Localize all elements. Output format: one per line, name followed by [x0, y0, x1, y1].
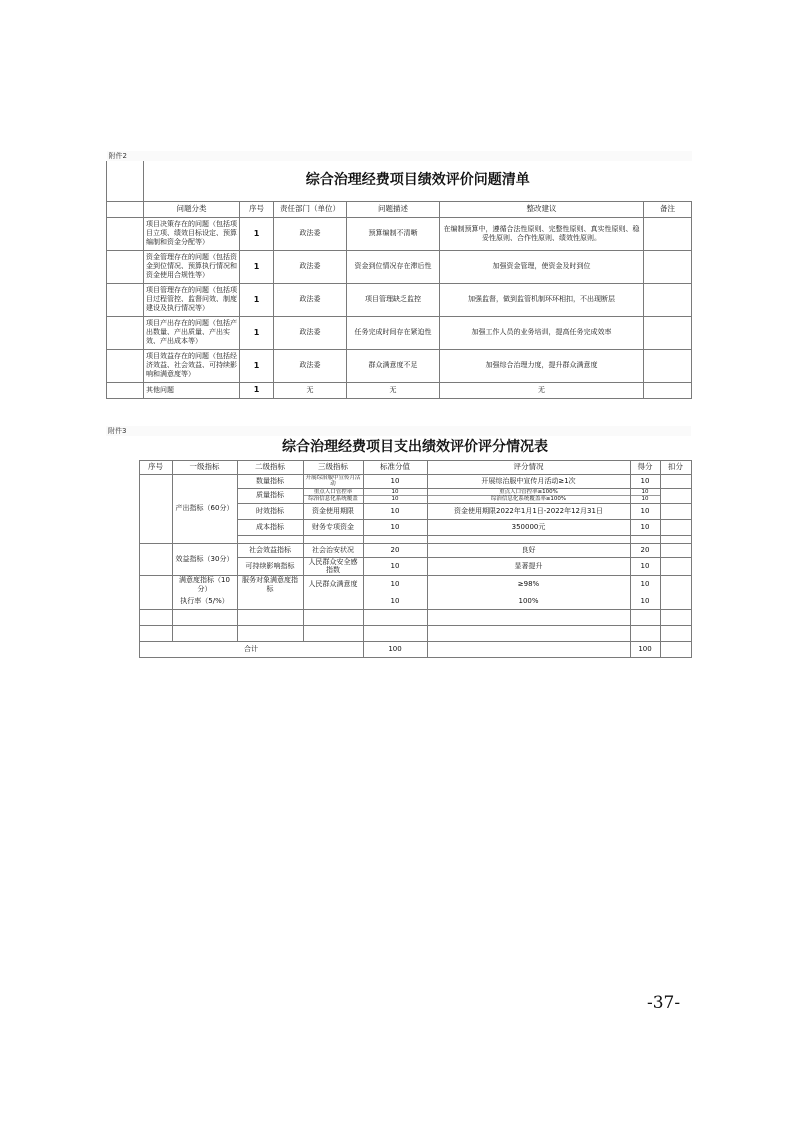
responsible-dept: 政法委 — [274, 316, 347, 349]
standard-score: 10 — [363, 576, 427, 594]
standard-score: 10 — [363, 594, 427, 610]
row-seq: 1 — [240, 349, 274, 382]
total-row — [106, 642, 691, 658]
col-header: 一级指标 — [172, 460, 237, 474]
table-row — [107, 250, 692, 283]
col-header: 标准分值 — [363, 460, 427, 474]
col-header: 序号 — [139, 460, 172, 474]
score: 20 — [630, 543, 660, 557]
level3-indicator: 开展综治服中宣传月活动 — [303, 474, 363, 488]
table-row — [107, 382, 692, 398]
score: 10 — [630, 503, 660, 519]
responsible-dept: 无 — [274, 382, 347, 398]
level1-indicator: 效益指标（30分） — [172, 543, 237, 576]
deduction — [660, 488, 691, 503]
table-row — [106, 594, 691, 610]
total-label: 合计 — [139, 642, 363, 658]
problem-list-sheet — [106, 151, 691, 399]
score: 10 — [630, 557, 660, 576]
table-row — [107, 316, 692, 349]
problem-category: 项目效益存在的问题（包括经济效益、社会效益、可持续影响和满意度等） — [144, 349, 240, 382]
row-seq: 1 — [240, 250, 274, 283]
score: 10 — [630, 519, 660, 535]
remark — [644, 250, 692, 283]
rectification-advice: 加强监督，做到监管机制环环相扣，不出现断层 — [440, 283, 644, 316]
level1-indicator: 产出指标（60分） — [172, 474, 237, 543]
level3-indicator — [303, 594, 363, 610]
problem-category: 项目决策存在的问题（包括项目立项、绩效目标设定、预算编制和资金分配等） — [144, 217, 240, 250]
standard-score: 10 — [363, 503, 427, 519]
total-standard-score: 100 — [363, 642, 427, 658]
table-row — [107, 217, 692, 250]
col-header: 二级指标 — [237, 460, 303, 474]
col-header: 问题分类 — [144, 201, 240, 217]
deduction — [660, 474, 691, 488]
rectification-advice: 在编制预算中，遵循合法性原则、完整性原则、真实性原则、稳妥性原则、合作性原则、绩效性原则。 — [440, 217, 644, 250]
level3-indicator: 人民群众安全感指数 — [303, 557, 363, 576]
table-row — [107, 283, 692, 316]
deduction — [660, 519, 691, 535]
row-seq: 1 — [240, 382, 274, 398]
evaluation: 350000元 — [427, 519, 630, 535]
level3-indicator: 资金使用期限 — [303, 503, 363, 519]
table-row — [106, 474, 691, 488]
level3-indicator: 社会治安状况 — [303, 543, 363, 557]
scoring-table — [106, 426, 692, 658]
col-header: 问题描述 — [347, 201, 440, 217]
score: 10 — [630, 594, 660, 610]
col-header: 扣分 — [660, 460, 691, 474]
level3-indicator: 综治信息化系统覆盖 — [308, 495, 358, 502]
problem-desc: 项目管理缺乏监控 — [347, 283, 440, 316]
row-seq — [139, 474, 172, 543]
col-header: 三级指标 — [303, 460, 363, 474]
rectification-advice: 加强资金管理，使资金及时到位 — [440, 250, 644, 283]
problem-list-table — [106, 151, 692, 399]
row-seq: 1 — [240, 316, 274, 349]
problem-category: 资金管理存在的问题（包括资金到位情况、预算执行情况和资金使用合规性等） — [144, 250, 240, 283]
evaluation: 显著提升 — [427, 557, 630, 576]
level3-indicator: 重点人口管控率 — [304, 489, 363, 496]
deduction — [660, 576, 691, 594]
total-score: 100 — [630, 642, 660, 658]
table-row — [107, 349, 692, 382]
responsible-dept: 政法委 — [274, 217, 347, 250]
level2-indicator: 时效指标 — [237, 503, 303, 519]
col-header: 得分 — [630, 460, 660, 474]
row-seq — [139, 576, 172, 610]
level3-indicator: 人民群众满意度 — [303, 576, 363, 594]
standard-score: 10 — [363, 519, 427, 535]
problem-desc: 预算编制不清晰 — [347, 217, 440, 250]
evaluation: 综治信息化系统覆盖率≥100% — [490, 495, 567, 502]
problem-desc: 任务完成时间存在紧迫性 — [347, 316, 440, 349]
standard-score: 10 — [363, 557, 427, 576]
problem-desc: 资金到位情况存在滞后性 — [347, 250, 440, 283]
deduction — [660, 557, 691, 576]
col-header: 备注 — [644, 201, 692, 217]
level2-indicator: 可持续影响指标 — [237, 557, 303, 576]
attachment-label: 附件2 — [107, 151, 692, 161]
problem-category: 其他问题 — [144, 382, 240, 398]
row-seq — [139, 543, 172, 576]
table-row — [106, 576, 691, 594]
score: 10 — [630, 576, 660, 594]
level1-indicator: 执行率（5/%） — [172, 594, 237, 610]
col-header: 序号 — [240, 201, 274, 217]
standard-score: 10 — [391, 495, 399, 502]
evaluation: 100% — [427, 594, 630, 610]
problem-category: 项目产出存在的问题（包括产出数量、产出质量、产出实效、产出成本等） — [144, 316, 240, 349]
table-header-row — [107, 201, 692, 217]
evaluation: 重点人口管控率≥100% — [428, 489, 630, 496]
table-row — [106, 543, 691, 557]
standard-score: 10 — [364, 489, 427, 496]
level2-indicator — [237, 594, 303, 610]
problem-desc: 群众满意度不足 — [347, 349, 440, 382]
responsible-dept: 政法委 — [274, 283, 347, 316]
col-header: 责任部门（单位） — [274, 201, 347, 217]
scoring-sheet — [106, 426, 691, 658]
score: 10 — [631, 489, 660, 496]
remark — [644, 316, 692, 349]
responsible-dept: 政法委 — [274, 250, 347, 283]
col-header: 整改建议 — [440, 201, 644, 217]
remark — [644, 283, 692, 316]
score: 10 — [641, 495, 649, 502]
level2-indicator: 成本指标 — [237, 519, 303, 535]
evaluation: 开展综治服中宣传月活动≥1次 — [427, 474, 630, 488]
score: 10 — [630, 474, 660, 488]
evaluation: 良好 — [427, 543, 630, 557]
sheet-title: 综合治理经费项目绩效评价问题清单 — [305, 172, 530, 188]
page-number: -37- — [647, 993, 681, 1013]
level2-indicator: 数量指标 — [237, 474, 303, 488]
deduction — [660, 503, 691, 519]
col-header: 评分情况 — [427, 460, 630, 474]
rectification-advice: 无 — [440, 382, 644, 398]
standard-score: 10 — [363, 474, 427, 488]
row-seq: 1 — [240, 283, 274, 316]
evaluation: 资金使用期限2022年1月1日-2022年12月31日 — [427, 503, 630, 519]
standard-score: 20 — [363, 543, 427, 557]
remark — [644, 217, 692, 250]
responsible-dept: 政法委 — [274, 349, 347, 382]
remark — [644, 349, 692, 382]
remark — [644, 382, 692, 398]
rectification-advice: 加强综合治理力度，提升群众满意度 — [440, 349, 644, 382]
evaluation: ≥98% — [427, 576, 630, 594]
sheet-title: 综合治理经费项目支出绩效评价评分情况表 — [282, 439, 549, 455]
rectification-advice: 加强工作人员的业务培训，提高任务完成效率 — [440, 316, 644, 349]
level2-indicator: 社会效益指标 — [237, 543, 303, 557]
row-seq: 1 — [240, 217, 274, 250]
level2-indicator: 服务对象满意度指标 — [237, 576, 303, 594]
deduction — [660, 543, 691, 557]
table-header-row — [106, 460, 691, 474]
level1-indicator: 满意度指标（10分） — [172, 576, 237, 594]
level3-indicator: 财务专项资金 — [303, 519, 363, 535]
problem-category: 项目管理存在的问题（包括项目过程管控、监督问效、制度建设及执行情况等） — [144, 283, 240, 316]
attachment-label: 附件3 — [106, 426, 691, 436]
deduction — [660, 594, 691, 610]
level2-indicator: 质量指标 — [237, 488, 303, 503]
problem-desc: 无 — [347, 382, 440, 398]
